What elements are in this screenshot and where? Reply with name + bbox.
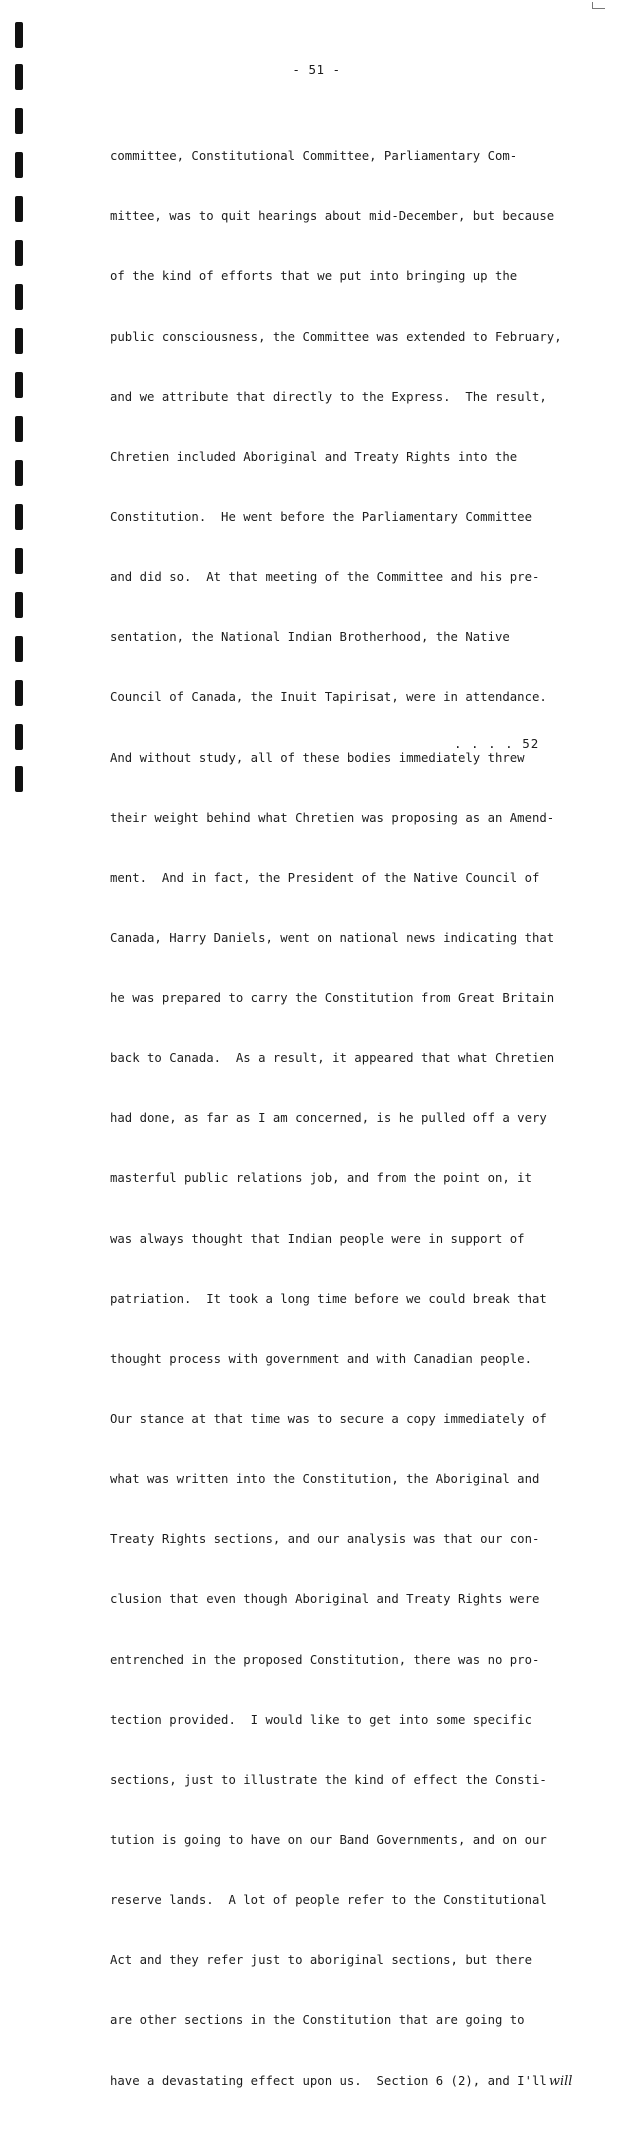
binding-mark <box>15 680 23 706</box>
text-line: what was written into the Constitution, the Aboriginal and <box>110 1472 540 1487</box>
binding-mark <box>15 460 23 486</box>
text-line: entrenched in the proposed Constitution, there was no pro- <box>110 1652 540 1667</box>
binding-mark <box>15 196 23 222</box>
text-line: reserve lands. A lot of people refer to the Constitutional <box>110 1893 547 1908</box>
text-line: Treaty Rights sections, and our analysis was that our con- <box>110 1532 540 1547</box>
text-line: and did so. At that meeting of the Committee and his pre- <box>110 570 540 585</box>
text-line: had done, as far as I am concerned, is he pulled off a very <box>110 1111 547 1126</box>
text-line: of the kind of efforts that we put into bringing up the <box>110 269 518 284</box>
binding-mark <box>15 284 23 310</box>
binding-mark <box>15 592 23 618</box>
typed-text: have a devastating effect upon us. Section 6 (2), and I'll <box>110 2073 547 2088</box>
text-line: Our stance at that time was to secure a copy immediately of <box>110 1412 547 1427</box>
binding-mark <box>15 22 23 48</box>
text-line: Chretien included Aboriginal and Treaty Rights into the <box>110 449 518 464</box>
text-line: are other sections in the Constitution that are going to <box>110 2013 525 2028</box>
transcript-body <box>110 106 580 2131</box>
text-line: And without study, all of these bodies immediately threw <box>110 750 525 765</box>
binding-mark <box>15 240 23 266</box>
text-line: Council of Canada, the Inuit Tapirisat, were in attendance. <box>110 690 547 705</box>
text-line: back to Canada. As a result, it appeared that what Chretien <box>110 1051 555 1066</box>
text-line: tution is going to have on our Band Governments, and on our <box>110 1833 547 1848</box>
text-line: he was prepared to carry the Constitution from Great Britain <box>110 991 555 1006</box>
binding-mark <box>15 372 23 398</box>
text-line: public consciousness, the Committee was extended to February, <box>110 329 562 344</box>
text-line: sentation, the National Indian Brotherhood, the Native <box>110 630 510 645</box>
binding-mark <box>15 766 23 792</box>
text-line: masterful public relations job, and from the point on, it <box>110 1171 532 1186</box>
scan-corner-mark <box>592 2 605 9</box>
text-line: their weight behind what Chretien was proposing as an Amend- <box>110 810 555 825</box>
text-line: mittee, was to quit hearings about mid-December, but because <box>110 209 555 224</box>
text-line: thought process with government and with Canadian people. <box>110 1351 532 1366</box>
binding-mark <box>15 152 23 178</box>
text-line: clusion that even though Aboriginal and Treaty Rights were <box>110 1592 540 1607</box>
page-number: - 51 - <box>292 62 341 77</box>
binding-mark <box>15 416 23 442</box>
text-line: patriation. It took a long time before we could break that <box>110 1291 547 1306</box>
text-line: sections, just to illustrate the kind of effect the Consti- <box>110 1772 547 1787</box>
continuation-marker: . . . . 52 <box>454 736 540 751</box>
text-line: Canada, Harry Daniels, went on national news indicating that <box>110 930 555 945</box>
binding-mark <box>15 504 23 530</box>
text-line: and we attribute that directly to the Express. The result, <box>110 389 547 404</box>
binding-mark <box>15 636 23 662</box>
text-line: ment. And in fact, the President of the Native Council of <box>110 870 540 885</box>
binding-mark <box>15 724 23 750</box>
text-line: committee, Constitutional Committee, Parliamentary Com- <box>110 149 518 164</box>
handwritten-correction: will <box>548 2073 573 2089</box>
last-text-line <box>110 2071 580 2091</box>
text-line: Act and they refer just to aboriginal sections, but there <box>110 1953 532 1968</box>
binding-mark <box>15 548 23 574</box>
text-line: tection provided. I would like to get into some specific <box>110 1712 532 1727</box>
text-line: was always thought that Indian people were in support of <box>110 1231 525 1246</box>
text-line: Constitution. He went before the Parliamentary Committee <box>110 509 532 524</box>
binding-mark <box>15 328 23 354</box>
binding-mark <box>15 108 23 134</box>
